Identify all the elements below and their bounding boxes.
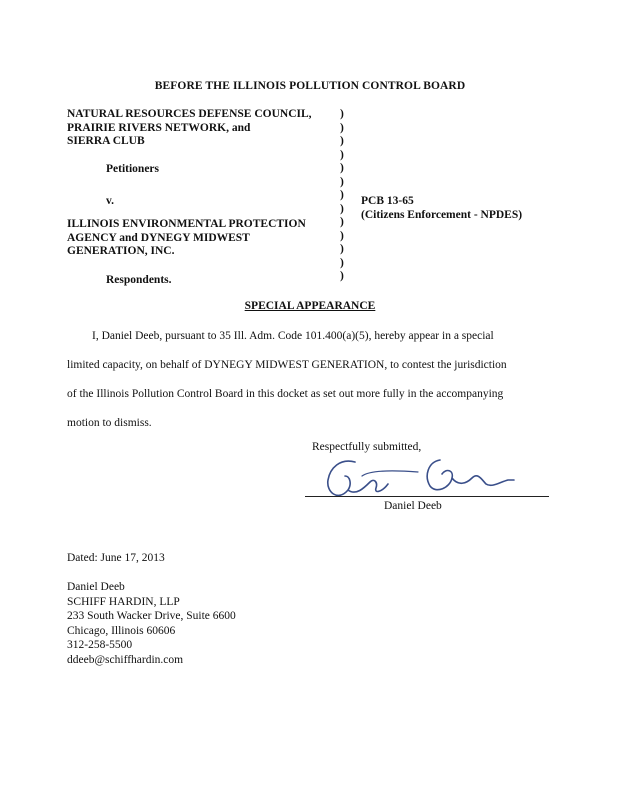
- contact-line: Daniel Deeb: [67, 581, 125, 593]
- caption-paren: ): [340, 189, 344, 201]
- caption-paren: ): [340, 256, 344, 269]
- document-heading: SPECIAL APPEARANCE: [244, 300, 376, 312]
- appearance-paragraph: [67, 322, 557, 438]
- contact-line: SCHIFF HARDIN, LLP: [67, 595, 180, 608]
- petitioner-line: SIERRA CLUB: [67, 135, 145, 147]
- caption-paren: ): [340, 216, 344, 228]
- respondent-line: ILLINOIS ENVIRONMENTAL PROTECTION: [67, 218, 306, 230]
- contact-email: ddeeb@schiffhardin.com: [67, 653, 184, 666]
- closing-text: Respectfully submitted,: [312, 441, 422, 453]
- respondent-line: AGENCY and DYNEGY MIDWEST: [67, 231, 250, 244]
- caption-paren: ): [340, 229, 344, 242]
- signature-line: [305, 496, 549, 497]
- dated-line: Dated: June 17, 2013: [67, 552, 165, 564]
- caption-paren: ): [340, 135, 344, 147]
- contact-line: 312-258-5500: [67, 639, 133, 651]
- caption-paren: ): [340, 162, 344, 174]
- paragraph-line: motion to dismiss.: [67, 417, 152, 429]
- caption-paren: ): [340, 108, 344, 120]
- caption-paren: ): [340, 243, 344, 255]
- respondents-label: Respondents.: [106, 274, 172, 286]
- caption-paren: ): [340, 202, 344, 215]
- case-type: (Citizens Enforcement - NPDES): [361, 208, 523, 221]
- page-title: BEFORE THE ILLINOIS POLLUTION CONTROL BOARD: [154, 80, 466, 92]
- signer-name: Daniel Deeb: [384, 500, 442, 512]
- contact-line: 233 South Wacker Drive, Suite 6600: [67, 610, 236, 622]
- caption-paren: ): [340, 121, 344, 134]
- caption-paren: ): [340, 148, 344, 161]
- paragraph-line: I, Daniel Deeb, pursuant to 35 Ill. Adm. Code 101.400(a)(5), hereby appear in a special: [92, 330, 494, 342]
- caption-paren: ): [340, 175, 344, 188]
- versus-label: v.: [106, 195, 114, 207]
- petitioner-line: NATURAL RESOURCES DEFENSE COUNCIL,: [67, 108, 312, 120]
- contact-line: Chicago, Illinois 60606: [67, 624, 176, 637]
- case-number: PCB 13-65: [361, 195, 414, 207]
- respondent-line: GENERATION, INC.: [67, 245, 175, 257]
- paragraph-line: of the Illinois Pollution Control Board in this docket as set out more fully in the accompanying: [67, 388, 504, 400]
- petitioner-line: PRAIRIE RIVERS NETWORK, and: [67, 121, 251, 134]
- caption-paren: ): [340, 270, 344, 282]
- petitioners-label: Petitioners: [106, 163, 160, 175]
- paragraph-line: limited capacity, on behalf of DYNEGY MIDWEST GENERATION, to contest the jurisdiction: [67, 359, 507, 371]
